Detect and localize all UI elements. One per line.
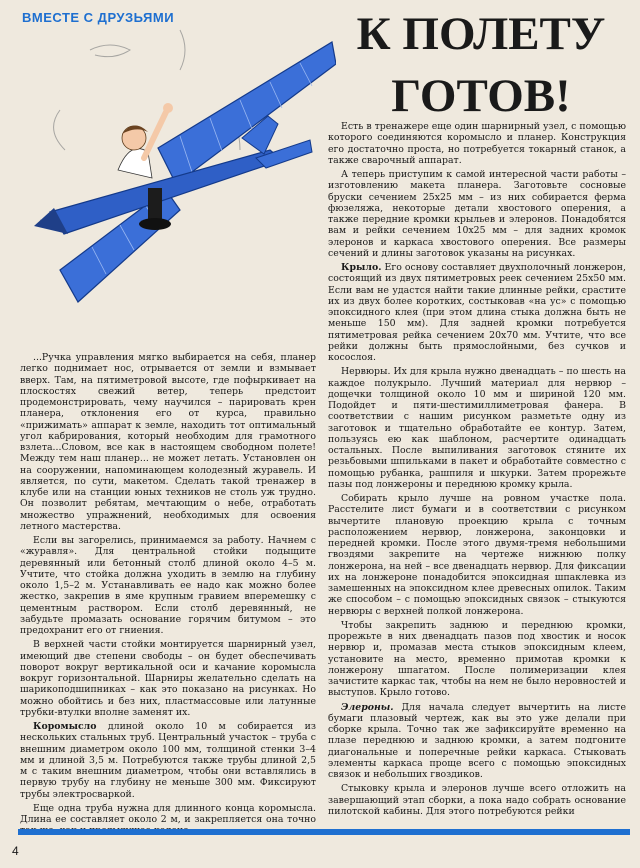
page-number: 4 <box>12 844 19 858</box>
paragraph-lead: Крыло. <box>341 262 382 273</box>
paragraph: ...Ручка управления мягко выбирается на себя, планер легко поднимает нос, отрывается от земли и взмывает вверх. Там, на пятиметровой высоте, где пофыркивает на плоскостях свежий ветер, теперь предстоит продемонстрировать, чему научился – парировать крен планера, отклонения его от курса, правильно «прижимать» аппарат к земле, находить тот оптимальный угол кабрирования, который необходим для грамотного взлета...Словом, все как в настоящем свободном полете! Между тем наш планер... не может летать. Установлен он на сооружении, напоминающем колодезный журавель. И является, по сути, макетом. Сделать такой тренажер в клубе или на станции юных техников не столь уж трудно. Он позволит ребятам, мечтающим о небе, отработать множество упражнений, необходимых для освоения летного мастерства. <box>20 352 316 532</box>
headline-line-1: К ПОЛЕТУ <box>356 8 606 60</box>
paragraph: Стыковку крыла и элеронов лучше всего отложить на завершающий этап сборки, а пока надо собрать основание пилотской кабины. Для этого потребуются рейки <box>328 783 626 817</box>
paragraph: В верхней части стойки монтируется шарнирный узел, имеющий две степени свободы – он будет обеспечивать поворот вокруг вертикальной оси и качание коромысла вокруг горизонтальной. Шарниры желательно сделать на шарикоподшипниках – как это показано на рисунках. Но можно обойтись и без них, пластмассовые или латунные трубки-втулки вполне заменят их. <box>20 639 316 718</box>
paragraph: А теперь приступим к самой интересной части работы – изготовлению макета планера. Заготовьте сосновые бруски сечением 25х25 мм – из них собирается ферма фюзеляжа, некоторые детали хвостового оперения, а также передние кромки крыльев и элеронов. Понадобятся вам и рейки сечением 10х25 мм – для задних кромок элеронов и каркаса хвостового оперения. Все размеры сечений и длины заготовок указаны на рисунках. <box>328 169 626 259</box>
paragraph <box>328 702 626 781</box>
paragraph-text: Его основу составляет двухполочный лонжерон, состоящий из двух пятиметровых реек сечением 25х50 мм. Если вам не удастся найти такие длинные рейки, срастите их из двух более коротких, состыковав «на ус» с помощью эпоксидного клея (при этом длина стыка должна быть не меньше 150 мм). Для задней кромки потребуется пятиметровая рейка сечением 20х70 мм. Учтите, что все рейки должны быть прямослойными, без сучков и косослоя. <box>328 262 626 363</box>
paragraph: Еще одна труба нужна для длинного конца коромысла. Длина ее составляет около 2 м, и закрепляется она точно <box>20 802 316 825</box>
headline-line-2: ГОТОВ! <box>391 70 571 122</box>
paragraph: Чтобы закрепить заднюю и переднюю кромки, прорежьте в них двенадцать пазов под хвостик и носок нервюр и, промазав места стыков эпоксидным клеем, установите на место, временно примотав кромки к лонжерону шпагатом. После полимеризации клея зачистите каркас так, чтобы на нем не было неровностей и выступов. Крыло готово. <box>328 619 626 699</box>
paragraph-text: длиной около 10 м собирается из нескольких стальных труб. Центральный участок – труба с внешним диаметром около 100 мм, толщиной стенки 3–4 мм и длиной 3,5 м. Потребуются также трубы длиной 2,5 м с таким внешним диаметром, чтобы они вставлялись в первую трубу на глубину не меньше 300 мм. Фиксируют трубы электросваркой. <box>20 721 316 800</box>
article-left-column <box>20 352 316 830</box>
paragraph <box>328 262 626 363</box>
article-right-column <box>328 121 626 843</box>
paragraph: Если вы загорелись, принимаемся за работу. Начнем с «журавля». Для центральной стойки подыщите деревянный или бетонный столб длиной около 4–5 м. Учтите, что стойка должна уходить в землю на глубину около 1,5–2 м. Устанавливать ее надо как можно более жестко, закрепив в яме крупным гравием вперемешку с цементным раствором. Если столб деревянный, не забудьте промазать основание горячим битумом – это предохранит его от гниения. <box>20 535 316 636</box>
paragraph-lead: Элероны. <box>341 701 394 713</box>
paragraph: Нервюры. Их для крыла нужно двенадцать – по шесть на каждое полукрыло. Лучший материал для нервюр – дощечки толщиной около 10 мм и шириной 120 мм. Подойдет и пяти-шестимиллиметровая фанера. В соответствии с нашим рисунком разметьте одну из заготовок и тщательно обработайте ее контур. Затем, пользуясь ею как шаблоном, расчертите одинадцать остальных. После выпиливания заготовок стяните их резьбовыми шпильками в пакет и обработайте совместно с помощью рубанка, рашпиля и шкурки. Затем прорежьте пазы под лонжероны и переднюю кромку крыла. <box>328 366 626 490</box>
paragraph-text: Для начала следует вычертить на листе бумаги плазовый чертеж, как вы это уже делали при сборке крыла. Точно так же зафиксируйте временно на плазе переднюю и заднюю кромки, а затем подгоните диагональные и поперечные рейки каркаса. Стыковать элементы каркаса проще всего с помощью эпоксидных связок и небольших гвоздиков. <box>328 701 626 780</box>
footer-rule <box>18 829 630 835</box>
paragraph-lead: Коромысло <box>33 721 97 732</box>
paragraph <box>20 721 316 800</box>
paragraph: Есть в тренажере еще один шарнирный узел, с помощью которого соединяются коромысло и планер. Конструкция его достаточно проста, но потребуется токарный станок, а также сварочный аппарат. <box>328 121 626 166</box>
glider-illustration <box>20 20 336 340</box>
section-label: ВМЕСТЕ С ДРУЗЬЯМИ <box>22 10 175 25</box>
paragraph: Собирать крыло лучше на ровном участке пола. Расстелите лист бумаги и в соответствии с рисунком вычертите плановую проекцию крыла с точным расположением нервюр, лонжерона, законцовки и передней кромки. После этого двумя-тремя небольшими гвоздями закрепите на чертеже нижнюю полку лонжерона, на ней – все двенадцать нервюр. Для фиксации их на лонжероне понадобится эпоксидная шпаклевка из замешенных на эпоксидном клее древесных опилок. Таким же способом – с помощью эпоксидных связок – стыкуются нервюры с верхней полкой лонжерона. <box>328 493 626 617</box>
